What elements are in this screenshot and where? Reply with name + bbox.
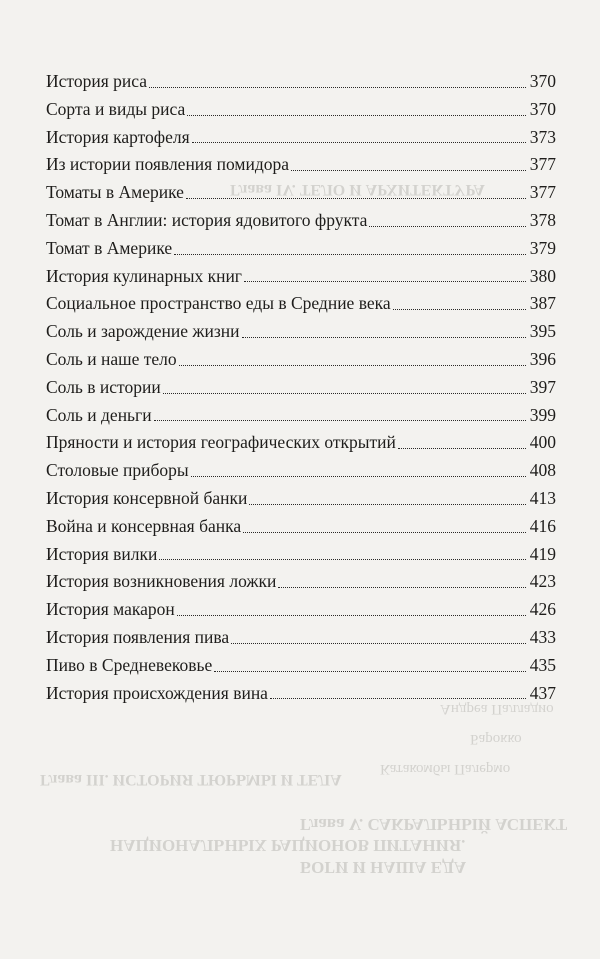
toc-entry xyxy=(46,235,556,263)
toc-entry-title: История риса xyxy=(46,71,147,91)
toc-entry-page: 437 xyxy=(529,682,556,703)
ghost-line: Катакомбы Палермо xyxy=(380,761,511,777)
toc-entry xyxy=(46,680,556,708)
toc-entry-page: 378 xyxy=(529,209,556,230)
toc-entry-page: 379 xyxy=(529,237,556,258)
toc-entry-title: История макарон xyxy=(46,599,175,620)
toc-entry-page: 373 xyxy=(529,126,556,147)
toc-entry-page: 435 xyxy=(529,654,556,675)
toc-entry-title: Соль и деньги xyxy=(46,404,152,425)
toc-entry-title: Томат в Америке xyxy=(46,237,173,258)
dot-leader xyxy=(177,614,526,616)
toc-entry-page: 380 xyxy=(529,265,556,286)
dot-leader xyxy=(214,670,526,672)
dot-leader xyxy=(393,308,526,310)
dot-leader xyxy=(369,225,525,227)
ghost-line: Барокко xyxy=(470,731,522,747)
toc-entry xyxy=(46,346,556,374)
toc-entry-page: 370 xyxy=(529,71,556,91)
toc-entry-page: 399 xyxy=(529,404,556,425)
ghost-line: БОГИ И НАША ЕДА xyxy=(300,858,467,877)
toc-entry-title: Пряности и история географических открытий xyxy=(46,432,396,453)
toc-entry xyxy=(46,457,556,485)
dot-leader xyxy=(244,280,526,282)
toc-entry-title: Соль и наше тело xyxy=(46,348,177,369)
toc-entry xyxy=(46,568,556,596)
dot-leader xyxy=(243,531,526,533)
toc-entry-page: 413 xyxy=(529,487,556,508)
toc-entry-title: История кулинарных книг xyxy=(46,265,242,286)
toc-entry-title: История картофеля xyxy=(46,126,190,147)
toc-entry-page: 370 xyxy=(529,98,556,119)
dot-leader xyxy=(187,114,526,116)
dot-leader xyxy=(186,197,526,199)
toc-entry xyxy=(46,124,556,152)
toc-entry-title: Столовые приборы xyxy=(46,460,189,481)
toc-entry xyxy=(46,374,556,402)
ghost-line: Глава III. ИСТОРИЯ ТЮРЬМЫ И ТЕЛА xyxy=(40,771,342,788)
toc-entry-title: Сорта и виды риса xyxy=(46,98,186,119)
toc-entry-title: Из истории появления помидора xyxy=(46,154,289,175)
toc-entry xyxy=(46,263,556,291)
dot-leader xyxy=(163,392,526,394)
toc-entry-page: 395 xyxy=(529,321,556,342)
toc-entry-page: 433 xyxy=(529,626,556,647)
dot-leader xyxy=(192,141,526,143)
dot-leader xyxy=(154,419,526,421)
toc-entry-page: 419 xyxy=(529,543,556,564)
toc-entry xyxy=(46,402,556,430)
toc-entry-title: История происхождения вина xyxy=(46,682,268,703)
ghost-line: НАЦИОНАЛЬНЫХ РАЦИОНОВ ПИТАНИЯ. xyxy=(110,836,466,855)
toc-entry-page: 426 xyxy=(529,599,556,620)
dot-leader xyxy=(291,169,526,171)
toc-entry xyxy=(46,429,556,457)
toc-entry xyxy=(46,652,556,680)
toc-entry-title: История вилки xyxy=(46,543,158,564)
ghost-line: Глава IV. ТЕЛО И АРХИТЕКТУРА xyxy=(230,181,485,198)
toc-entry xyxy=(46,624,556,652)
dot-leader xyxy=(242,336,526,338)
toc-entry xyxy=(46,207,556,235)
toc-entry-page: 408 xyxy=(529,460,556,481)
toc-entry-title: Война и консервная банка xyxy=(46,515,242,536)
toc-entry xyxy=(46,290,556,318)
dot-leader xyxy=(398,447,526,449)
toc-entry-title: История возникновения ложки xyxy=(46,571,277,592)
toc-entry xyxy=(46,318,556,346)
dot-leader xyxy=(179,364,526,366)
toc-entry-page: 377 xyxy=(529,182,556,203)
toc-entry-title: Соль и зарождение жизни xyxy=(46,321,240,342)
toc-entry-title: Томаты в Америке xyxy=(46,182,184,203)
toc-entry-page: 400 xyxy=(529,432,556,453)
dot-leader xyxy=(278,586,525,588)
toc-entry-title: Социальное пространство еды в Средние века xyxy=(46,293,391,314)
toc-entry-title: История появления пива xyxy=(46,626,230,647)
toc-entry-page: 423 xyxy=(529,571,556,592)
toc-entry xyxy=(46,179,556,207)
toc-entry xyxy=(46,541,556,569)
toc-entry-page: 377 xyxy=(529,154,556,175)
toc-entry-page: 416 xyxy=(529,515,556,536)
dot-leader xyxy=(149,86,526,88)
toc-entry-title: История консервной банки xyxy=(46,487,248,508)
dot-leader xyxy=(270,697,526,699)
dot-leader xyxy=(249,503,525,505)
ghost-line: Андреа Палладио xyxy=(440,701,554,717)
toc-entry-page: 387 xyxy=(529,293,556,314)
dot-leader xyxy=(191,475,526,477)
toc-entry xyxy=(46,68,556,96)
ghost-line: Глава V. САКРАЛЬНЫЙ АСПЕКТ xyxy=(300,815,568,834)
dot-leader xyxy=(174,253,526,255)
toc-entry-page: 397 xyxy=(529,376,556,397)
toc-entry-page: 396 xyxy=(529,348,556,369)
toc-entry-title: Пиво в Средневековье xyxy=(46,654,213,675)
toc-entry xyxy=(46,513,556,541)
table-of-contents xyxy=(46,68,556,707)
dot-leader xyxy=(159,558,525,560)
toc-entry xyxy=(46,596,556,624)
toc-entry xyxy=(46,96,556,124)
dot-leader xyxy=(231,642,526,644)
toc-entry xyxy=(46,151,556,179)
toc-entry xyxy=(46,485,556,513)
toc-entry-title: Соль в истории xyxy=(46,376,161,397)
toc-entry-title: Томат в Англии: история ядовитого фрукта xyxy=(46,209,368,230)
